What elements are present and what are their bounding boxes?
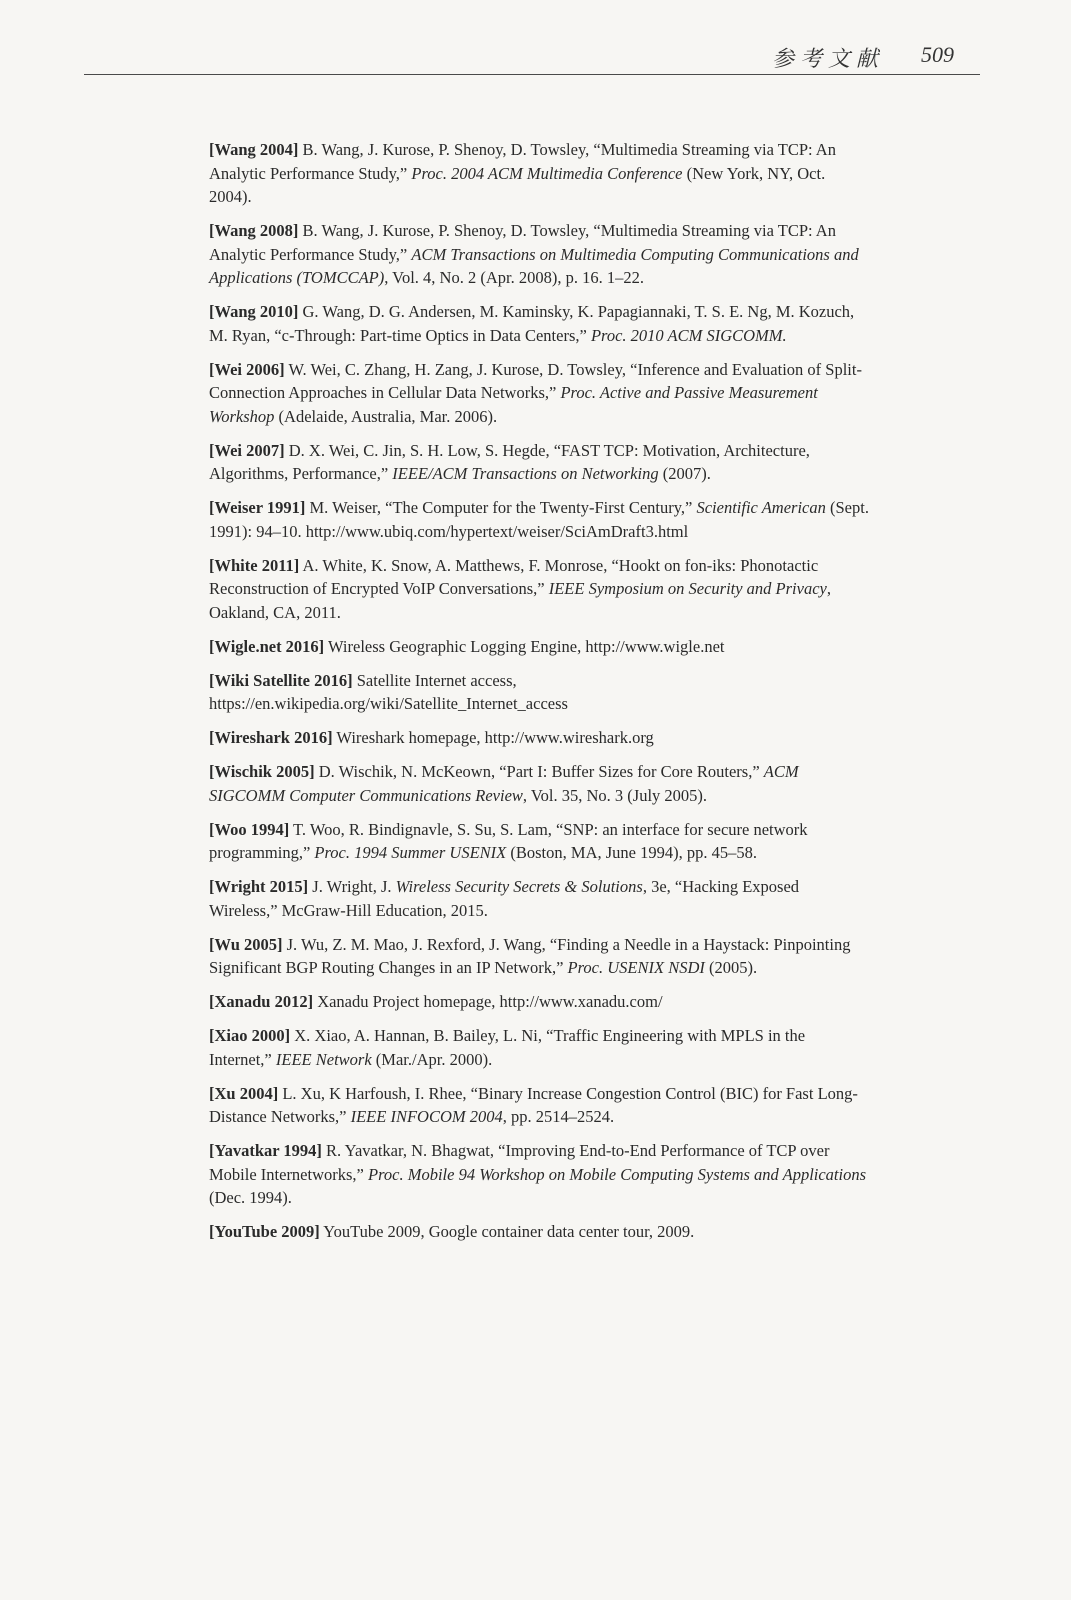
reference-source-title: Proc. 2010 ACM SIGCOMM. bbox=[590, 325, 787, 345]
reference-text: X. Xiao, A. Hannan, B. Bailey, L. Ni, “Traffic Engineering with MPLS in the Internet,” bbox=[209, 1026, 806, 1069]
reference-text: (Mar./Apr. 2000). bbox=[371, 1049, 493, 1069]
reference-text: Satellite Internet access, https://en.wikipedia.org/wiki/Satellite_Internet_access bbox=[209, 670, 568, 713]
reference-text: (2005). bbox=[704, 958, 758, 977]
running-header bbox=[84, 42, 980, 75]
section-title: 参考文献 bbox=[771, 46, 884, 71]
reference-key: [Wei 2007] bbox=[209, 440, 285, 460]
reference-key: [Wang 2008] bbox=[209, 221, 299, 240]
reference-text: Xanadu Project homepage, http://www.xanadu.com/ bbox=[313, 992, 663, 1011]
reference-entry bbox=[209, 554, 869, 625]
reference-key: [Woo 1994] bbox=[209, 819, 290, 839]
reference-entry bbox=[209, 1139, 869, 1210]
reference-entry bbox=[209, 818, 869, 865]
reference-source-title: Scientific American bbox=[696, 498, 826, 517]
reference-entry bbox=[209, 496, 869, 543]
reference-text: W. Wei, C. Zhang, H. Zang, J. Kurose, D. Towsley, “Inference and Evaluation of Split-Connection Approaches in Cellular Data Networks,” bbox=[209, 359, 862, 402]
reference-text: (Sept. 1991): 94–10. http://www.ubiq.com/hypertext/weiser/SciAmDraft3.html bbox=[209, 498, 869, 541]
reference-key: [Wigle.net 2016] bbox=[209, 636, 325, 656]
reference-text: (2007). bbox=[658, 464, 711, 483]
reference-entry bbox=[209, 1082, 869, 1129]
reference-text: G. Wang, D. G. Andersen, M. Kaminsky, K. Papagiannaki, T. S. E. Ng, M. Kozuch, M. Ryan, “c-Through: Part-time Optics in Data Centers,” bbox=[209, 302, 855, 345]
reference-key: [Wischik 2005] bbox=[209, 762, 315, 781]
reference-source-title: ACM SIGCOMM Computer Communications Review bbox=[209, 762, 799, 805]
reference-source-title: Proc. Active and Passive Measurement Workshop bbox=[209, 383, 818, 426]
reference-text: M. Weiser, “The Computer for the Twenty-First Century,” bbox=[305, 498, 697, 517]
reference-source-title: IEEE Network bbox=[275, 1049, 372, 1069]
reference-text: , 3e, “Hacking Exposed Wireless,” McGraw-Hill Education, 2015. bbox=[209, 877, 800, 920]
reference-key: [White 2011] bbox=[209, 555, 300, 575]
reference-entry bbox=[209, 669, 869, 716]
reference-source-title: Wireless Security Secrets & Solutions bbox=[395, 877, 643, 896]
reference-entry bbox=[209, 439, 869, 486]
reference-key: [Wiki Satellite 2016] bbox=[209, 670, 353, 690]
reference-source-title: IEEE/ACM Transactions on Networking bbox=[392, 464, 659, 483]
reference-entry bbox=[209, 358, 869, 429]
reference-entry bbox=[209, 760, 869, 807]
reference-list bbox=[209, 138, 869, 1254]
reference-text: J. Wright, J. bbox=[308, 877, 396, 896]
reference-text: , Vol. 35, No. 3 (July 2005). bbox=[522, 785, 708, 805]
reference-entry bbox=[209, 1220, 869, 1244]
reference-text: D. X. Wei, C. Jin, S. H. Low, S. Hegde, “FAST TCP: Motivation, Architecture, Algorithms, Performance,” bbox=[209, 440, 810, 483]
reference-text: , Oakland, CA, 2011. bbox=[209, 579, 831, 622]
reference-source-title: ACM Transactions on Multimedia Computing Communications and Applications (TOMCCAP) bbox=[209, 244, 859, 287]
reference-text: (Adelaide, Australia, Mar. 2006). bbox=[274, 406, 498, 426]
reference-text: YouTube 2009, Google container data center tour, 2009. bbox=[319, 1222, 695, 1241]
reference-text: B. Wang, J. Kurose, P. Shenoy, D. Towsley, “Multimedia Streaming via TCP: An Analytic Performance Study,” bbox=[209, 221, 836, 264]
reference-entry bbox=[209, 1024, 869, 1071]
reference-text: , pp. 2514–2524. bbox=[502, 1107, 615, 1126]
reference-text: L. Xu, K Harfoush, I. Rhee, “Binary Increase Congestion Control (BIC) for Fast Long-Distance Networks,” bbox=[209, 1083, 858, 1126]
reference-text: D. Wischik, N. McKeown, “Part I: Buffer Sizes for Core Routers,” bbox=[314, 762, 764, 781]
reference-text: , Vol. 4, No. 2 (Apr. 2008), p. 16. 1–22. bbox=[384, 268, 644, 287]
reference-key: [Xiao 2000] bbox=[209, 1026, 291, 1045]
reference-key: [Wu 2005] bbox=[209, 934, 283, 954]
reference-key: [Xanadu 2012] bbox=[209, 992, 314, 1011]
reference-source-title: Proc. USENIX NSDI bbox=[567, 958, 705, 977]
reference-text: T. Woo, R. Bindignavle, S. Su, S. Lam, “SNP: an interface for secure network programming,” bbox=[209, 819, 808, 862]
reference-key: [Wang 2010] bbox=[209, 302, 299, 321]
reference-entry bbox=[209, 726, 869, 750]
reference-key: [Wright 2015] bbox=[209, 877, 309, 896]
reference-source-title: Proc. 2004 ACM Multimedia Conference bbox=[411, 163, 683, 183]
reference-text: A. White, K. Snow, A. Matthews, F. Monrose, “Hookt on fon-iks: Phonotactic Reconstruction of Encrypted VoIP Conversations,” bbox=[209, 555, 819, 598]
reference-key: [Yavatkar 1994] bbox=[209, 1141, 322, 1160]
reference-text: Wireless Geographic Logging Engine, http://www.wigle.net bbox=[324, 636, 725, 656]
reference-key: [Wei 2006] bbox=[209, 359, 285, 379]
reference-entry bbox=[209, 990, 869, 1014]
page-number: 509 bbox=[921, 42, 954, 67]
reference-text: R. Yavatkar, N. Bhagwat, “Improving End-to-End Performance of TCP over Mobile Internetworks,” bbox=[209, 1141, 830, 1184]
reference-text: (Boston, MA, June 1994), pp. 45–58. bbox=[506, 843, 757, 862]
reference-entry bbox=[209, 300, 869, 347]
reference-entry bbox=[209, 635, 869, 659]
reference-key: [YouTube 2009] bbox=[209, 1222, 320, 1241]
reference-key: [Weiser 1991] bbox=[209, 498, 306, 517]
reference-key: [Wang 2004] bbox=[209, 140, 299, 159]
reference-text: (New York, NY, Oct. 2004). bbox=[209, 163, 826, 206]
reference-text: B. Wang, J. Kurose, P. Shenoy, D. Towsley, “Multimedia Streaming via TCP: An Analytic Performance Study,” bbox=[209, 140, 836, 183]
reference-entry bbox=[209, 219, 869, 290]
reference-key: [Xu 2004] bbox=[209, 1083, 279, 1103]
reference-source-title: Proc. 1994 Summer USENIX bbox=[314, 843, 507, 862]
reference-text: J. Wu, Z. M. Mao, J. Rexford, J. Wang, “Finding a Needle in a Haystack: Pinpointing Significant BGP Routing Changes in an IP Network,” bbox=[209, 934, 851, 977]
reference-source-title: Proc. Mobile 94 Workshop on Mobile Computing Systems and Applications bbox=[368, 1164, 867, 1184]
reference-key: [Wireshark 2016] bbox=[209, 728, 333, 747]
reference-text: (Dec. 1994). bbox=[209, 1188, 292, 1207]
reference-source-title: IEEE INFOCOM 2004 bbox=[350, 1107, 503, 1126]
reference-text: Wireshark homepage, http://www.wireshark.org bbox=[332, 728, 654, 747]
reference-entry bbox=[209, 933, 869, 980]
reference-entry bbox=[209, 138, 869, 209]
reference-entry bbox=[209, 875, 869, 922]
reference-source-title: IEEE Symposium on Security and Privacy bbox=[548, 579, 827, 598]
